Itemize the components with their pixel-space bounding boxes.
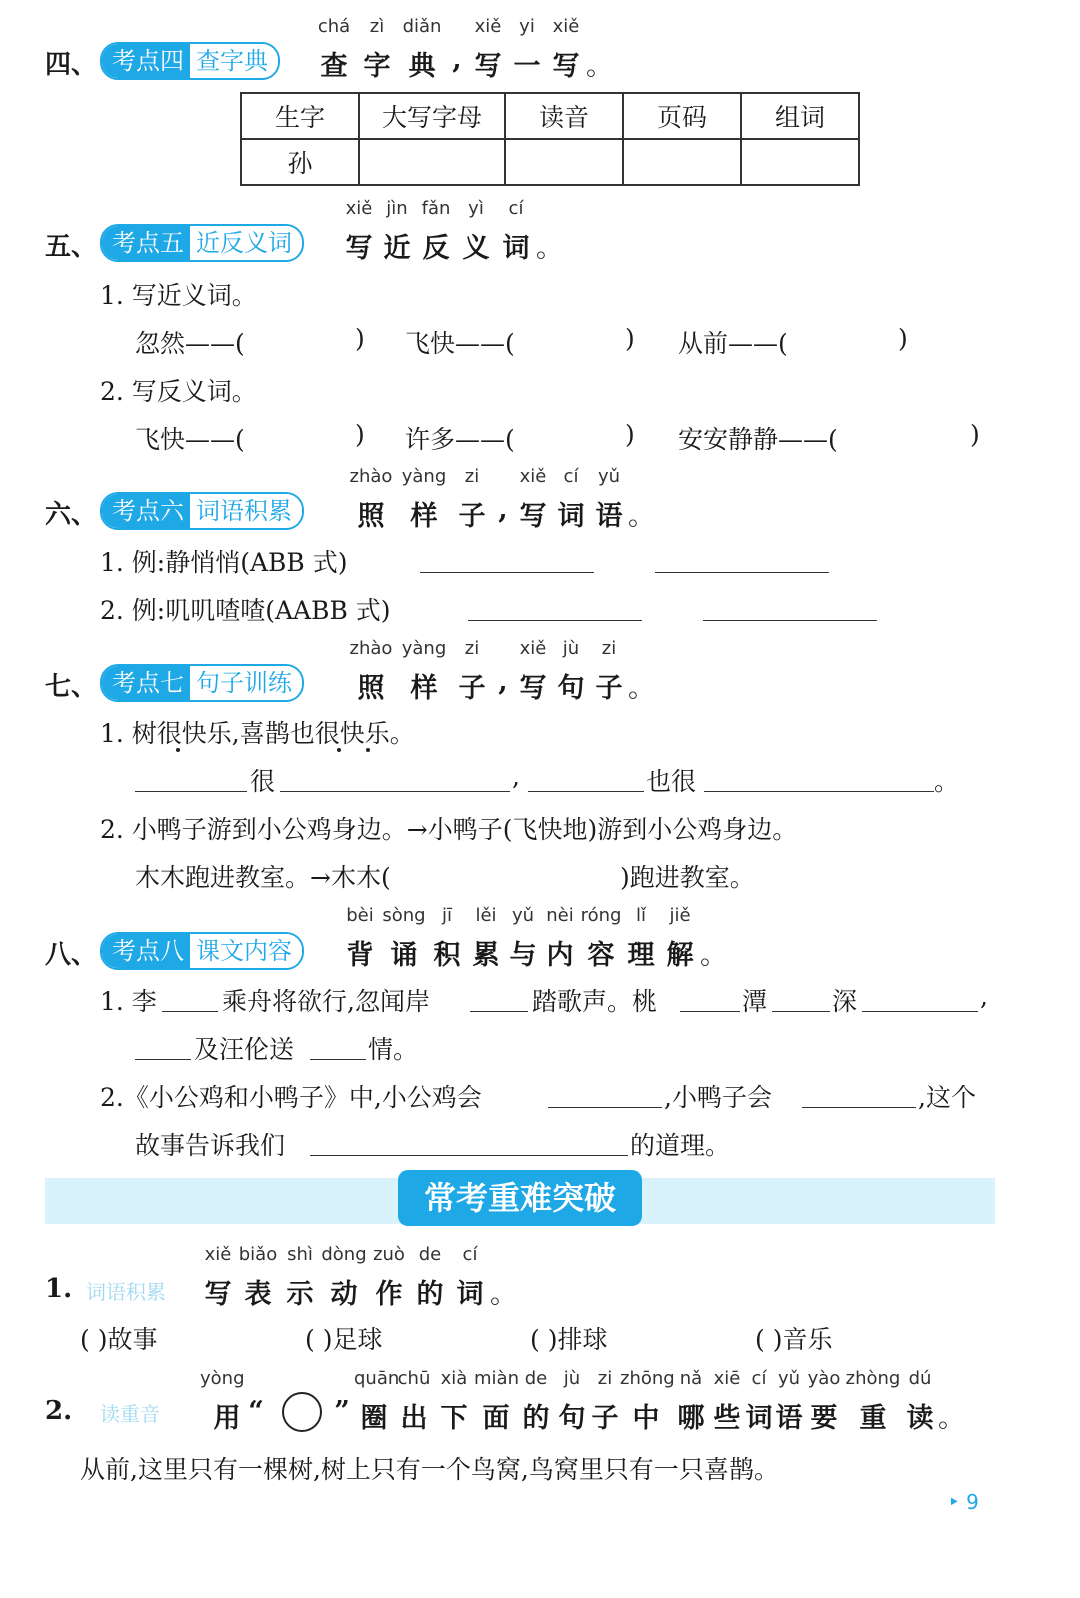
answer-line[interactable] xyxy=(703,620,877,621)
section-8-number: 八、 xyxy=(45,940,98,970)
b1-item[interactable]: ( )音乐 xyxy=(755,1325,833,1354)
b2-yong: 用 “ xyxy=(213,1396,264,1434)
s8-q1-2: 乘舟将欲行,忽闻岸 xyxy=(222,987,430,1016)
table-cell[interactable] xyxy=(741,139,859,185)
badge-topic: 查字典 xyxy=(190,44,278,78)
badge-key: 考点八 xyxy=(102,934,190,968)
s8-q1-4: 潭 xyxy=(742,987,768,1016)
s6-q1: 1. 例:静悄悄(ABB 式) xyxy=(100,548,348,577)
answer-line[interactable] xyxy=(528,791,644,792)
b1-item[interactable]: ( )足球 xyxy=(305,1325,383,1354)
s7-q2b-pre: 木木跑进教室。→木木( xyxy=(135,863,391,892)
b2-tag: 读重音 xyxy=(100,1402,160,1426)
badge-key: 考点五 xyxy=(102,226,190,260)
answer-line[interactable] xyxy=(280,791,510,792)
answer-line[interactable] xyxy=(862,1011,978,1012)
s8-q2-1: 2.《小公鸡和小鸭子》中,小公鸡会 xyxy=(100,1083,482,1112)
close-paren: ) xyxy=(355,420,365,449)
section-5-title: 写 近 反 义 词 。 xyxy=(345,233,563,264)
s7-hen: 很 xyxy=(250,767,276,796)
s7-end: 。 xyxy=(934,767,960,796)
s8-q1-6: , xyxy=(980,982,988,1011)
b2-number: 2. xyxy=(45,1396,73,1426)
section-4-number: 四、 xyxy=(45,50,98,80)
emphasis-dot xyxy=(337,748,341,752)
table-cell[interactable] xyxy=(505,139,623,185)
badge-key: 考点四 xyxy=(102,44,190,78)
b1-item[interactable]: ( )故事 xyxy=(80,1325,158,1354)
s5-q2b: 许多——( xyxy=(405,425,515,454)
s8-q1-3: 踏歌声。桃 xyxy=(532,987,658,1016)
dictionary-table xyxy=(240,92,860,186)
b2-sentence: 从前,这里只有一棵树,树上只有一个鸟窝,鸟窝里只有一只喜鹊。 xyxy=(80,1455,779,1484)
badge-topic: 词语积累 xyxy=(190,494,302,528)
answer-line[interactable] xyxy=(135,791,247,792)
b2-close-quote: ” xyxy=(334,1396,350,1427)
emphasis-dot xyxy=(176,748,180,752)
s8-q2-3: ,这个 xyxy=(918,1083,976,1112)
emphasis-dot xyxy=(366,748,370,752)
s8-q2-2: ,小鸭子会 xyxy=(664,1083,772,1112)
table-header: 大写字母 xyxy=(359,93,505,139)
answer-line[interactable] xyxy=(680,1011,740,1012)
page-number: ‣ 9 xyxy=(948,1490,979,1514)
section-4-badge xyxy=(100,42,280,80)
section-6-pinyin: zhào yàng zi xiě cí yǔ xyxy=(349,466,621,487)
s5-q1c: 从前——( xyxy=(678,329,788,358)
section-7-pinyin: zhào yàng zi xiě jù zi xyxy=(349,638,617,659)
badge-key: 考点七 xyxy=(102,666,190,700)
answer-line[interactable] xyxy=(135,1059,191,1060)
section-5-number: 五、 xyxy=(45,232,98,262)
close-paren: ) xyxy=(970,420,980,449)
table-header: 生字 xyxy=(241,93,359,139)
badge-topic: 课文内容 xyxy=(190,934,302,968)
s8-q2-4: 故事告诉我们 xyxy=(135,1131,286,1160)
table-cell: 孙 xyxy=(241,139,359,185)
answer-line[interactable] xyxy=(310,1155,628,1156)
s5-q1: 1. 写近义词。 xyxy=(100,281,257,310)
b2-pinyin: quān chū xià miàn de jù zi zhōng nǎ xiē cí yǔ yào zhòng dú xyxy=(354,1368,932,1389)
section-6-number: 六、 xyxy=(45,500,98,530)
close-paren: ) xyxy=(898,324,908,353)
answer-line[interactable] xyxy=(704,791,934,792)
answer-line[interactable] xyxy=(468,620,642,621)
s7-q1: 1. 树很快乐,喜鹊也很快乐。 xyxy=(100,719,415,748)
s8-q1-1: 1. 李 xyxy=(100,987,157,1016)
answer-line[interactable] xyxy=(802,1107,916,1108)
answer-line[interactable] xyxy=(162,1011,218,1012)
s8-q1-8: 情。 xyxy=(368,1035,419,1064)
b1-tag: 词语积累 xyxy=(86,1280,166,1304)
s7-yehen: 也很 xyxy=(646,767,697,796)
b1-pinyin: xiě biǎo shì dòng zuò de cí xyxy=(204,1244,478,1265)
section-5-pinyin: xiě jìn fǎn yì cí xyxy=(345,198,524,219)
s7-comma: , xyxy=(512,762,520,791)
badge-topic: 句子训练 xyxy=(190,666,302,700)
b1-title: 写 表 示 动 作 的 词 。 xyxy=(204,1279,517,1310)
banner-title: 常考重难突破 xyxy=(398,1170,642,1226)
answer-line[interactable] xyxy=(772,1011,830,1012)
s7-q2b-post: )跑进教室。 xyxy=(620,863,755,892)
s6-q2: 2. 例:叽叽喳喳(AABB 式) xyxy=(100,596,391,625)
badge-topic: 近反义词 xyxy=(190,226,302,260)
section-6-title: 照 样 子 , 写 词 语 。 xyxy=(357,494,655,532)
circle-icon xyxy=(282,1392,322,1432)
s8-q1-7: 及汪伦送 xyxy=(194,1035,295,1064)
section-8-title: 背 诵 积 累 与 内 容 理 解 。 xyxy=(346,940,727,971)
page-number-value: 9 xyxy=(966,1490,979,1514)
s7-q2: 2. 小鸭子游到小公鸡身边。→小鸭子(飞快地)游到小公鸡身边。 xyxy=(100,815,798,844)
s5-q2c: 安安静静——( xyxy=(678,425,838,454)
section-6-badge xyxy=(100,492,304,530)
s8-q1-5: 深 xyxy=(832,987,858,1016)
answer-line[interactable] xyxy=(470,1011,528,1012)
s5-q2a: 飞快——( xyxy=(135,425,245,454)
b1-number: 1. xyxy=(45,1274,73,1304)
b1-item[interactable]: ( )排球 xyxy=(530,1325,608,1354)
table-cell[interactable] xyxy=(359,139,505,185)
answer-line[interactable] xyxy=(420,572,594,573)
s5-q1a: 忽然——( xyxy=(135,329,245,358)
s8-q2-5: 的道理。 xyxy=(630,1131,731,1160)
table-header: 组词 xyxy=(741,93,859,139)
s5-q1b: 飞快——( xyxy=(405,329,515,358)
answer-line[interactable] xyxy=(310,1059,366,1060)
section-7-badge xyxy=(100,664,304,702)
answer-line[interactable] xyxy=(548,1107,662,1108)
b2-title: 圈 出 下 面 的 句 子 中 哪 些 词 语 要 重 读 。 xyxy=(360,1403,965,1434)
close-paren: ) xyxy=(625,324,635,353)
b2-pinyin-yong: yòng xyxy=(200,1368,245,1389)
answer-line[interactable] xyxy=(655,572,829,573)
close-paren: ) xyxy=(355,324,365,353)
table-header: 页码 xyxy=(623,93,741,139)
section-7-title: 照 样 子 , 写 句 子 。 xyxy=(357,666,655,704)
close-paren: ) xyxy=(625,420,635,449)
s5-q2: 2. 写反义词。 xyxy=(100,377,257,406)
table-cell[interactable] xyxy=(623,139,741,185)
section-4-pinyin: chá zì diǎn xiě yi xiě xyxy=(317,16,580,37)
section-8-badge xyxy=(100,932,304,970)
section-5-badge xyxy=(100,224,304,262)
section-8-pinyin: bèi sòng jī lěi yǔ nèi róng lǐ jiě xyxy=(346,905,691,926)
section-7-number: 七、 xyxy=(45,672,98,702)
badge-key: 考点六 xyxy=(102,494,190,528)
table-header: 读音 xyxy=(505,93,623,139)
section-4-title: 查 字 典 , 写 一 写 。 xyxy=(320,44,613,82)
